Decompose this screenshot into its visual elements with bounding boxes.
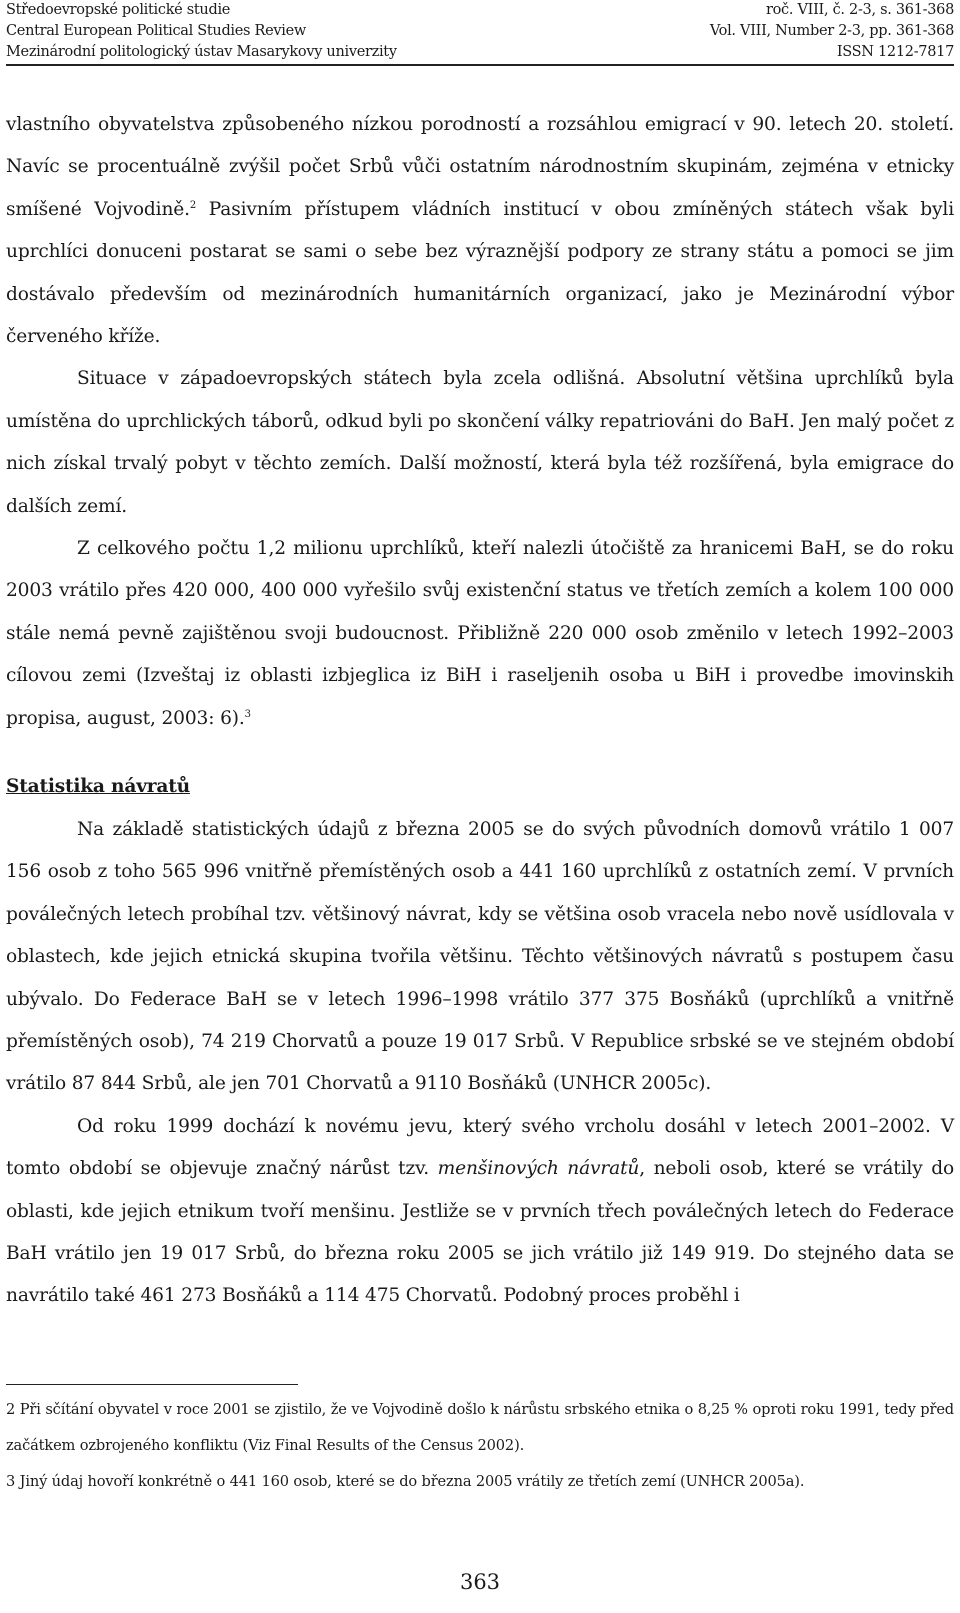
- page-number: 363: [459, 1570, 501, 1594]
- paragraph-1: vlastního obyvatelstva způsobeného nízkou porodností a rozsáhlou emigrací v 90. letech 20. století. Navíc se procentuálně zvýšil počet Srbů vůči ostatním národnostním skupinám, zejména v etnicky smíšené Vojvodině.$^2$ Pasivním přístupem vládních institucí v obou zmíněných státech však byli uprchlíci donuceni postarat se sami o sebe bez výraznější podpory ze strany státu a pomoci se jim dostávalo především od mezinárodních humanitárních organizací, jako je Mezinárodní výbor červeného kříže.: [6, 114, 954, 348]
- footnotes: [6, 1392, 954, 1500]
- footnote-separator: [6, 1384, 298, 1385]
- header-rule: [6, 64, 954, 66]
- paragraph-2: Situace v západoevropských státech byla zcela odlišná. Absolutní většina uprchlíků byla umístěna do uprchlických táborů, odkud byli po skončení války repatriováni do BaH. Jen malý počet z nich získal trvalý pobyt v těchto zemích. Další možností, která byla též rozšířená, byla emigrace do dalších zemí.: [6, 368, 954, 517]
- emphasis-term: menšinových návratů: [437, 1158, 640, 1180]
- footnote-ref-3[interactable]: 3: [244, 708, 251, 720]
- volume-czech: roč. VIII, č. 2-3, s. 361-368: [766, 2, 954, 18]
- section-heading: Statistika návratů: [6, 776, 190, 797]
- main-text-block-2: [6, 809, 954, 1318]
- main-text-block-1: [6, 104, 954, 740]
- journal-info-left: [6, 0, 397, 63]
- issn: ISSN 1212-7817: [836, 44, 954, 60]
- volume-english: Vol. VIII, Number 2-3, pp. 361-368: [709, 23, 954, 39]
- footnote-3: 3 Jiný údaj hovoří konkrétně o 441 160 osob, které se do března 2005 vrátily ze třetích zemí (UNHCR 2005a).: [6, 1473, 805, 1490]
- paragraph-3: Z celkového počtu 1,2 milionu uprchlíků, kteří nalezli útočiště za hranicemi BaH, se do roku 2003 vrátilo přes 420 000, 400 000 vyřešilo svůj existenční status ve třetích zemích a kolem 100 000 stále nemá pevně zajištěnou svoji budoucnost. Přibližně 220 000 osob změnilo v letech 1992–2003 cílovou zemi (Izveštaj iz oblasti izbjeglica iz BiH i raseljenih osoba u BiH i provedbe imovinskih propisa, august, 2003: 6).$^3$: [6, 538, 954, 729]
- journal-name-english: Central European Political Studies Review: [6, 23, 307, 39]
- footnote-2: 2 Při sčítání obyvatel v roce 2001 se zjistilo, že ve Vojvodině došlo k nárůstu srbského etnika o 8,25 % oproti roku 1991, tedy před začátkem ozbrojeného konfliktu (Viz Final Results of the Census 2002).: [6, 1401, 954, 1454]
- running-header: [6, 0, 954, 66]
- footnote-ref-2[interactable]: 2: [189, 199, 197, 211]
- journal-name-czech: Středoevropské politické studie: [6, 2, 231, 18]
- publisher: Mezinárodní politologický ústav Masarykovy univerzity: [6, 44, 397, 60]
- journal-info-right: [710, 0, 954, 63]
- paragraph-5: Od roku 1999 dochází k novému jevu, který svého vrcholu dosáhl v letech 2001–2002. V tomto období se objevuje značný nárůst tzv. menšinových návratů, neboli osob, které se vrátily do oblasti, kde jejich etnikum tvoří menšinu. Jestliže se v prvních třech poválečných letech do Federace BaH vrátilo jen 19 017 Srbů, do března roku 2005 se jich vrátilo již 149 919. Do stejného data se navrátilo také 461 273 Bosňáků a 114 475 Chorvatů. Podobný proces proběhl i: [6, 1115, 954, 1307]
- paragraph-4: Na základě statistických údajů z března 2005 se do svých původních domovů vrátilo 1 007 156 osob z toho 565 996 vnitřně přemístěných osob a 441 160 uprchlíků z ostatních zemí. V prvních poválečných letech probíhal tzv. většinový návrat, kdy se většina osob vracela nebo nově usídlovala v oblastech, kde jejich etnická skupina tvořila většinu. Těchto většinových návratů s postupem času ubývalo. Do Federace BaH se v letech 1996–1998 vrátilo 377 375 Bosňáků (uprchlíků a vnitřně přemístěných osob), 74 219 Chorvatů a pouze 19 017 Srbů. V Republice srbské se ve stejném období vrátilo 87 844 Srbů, ale jen 701 Chorvatů a 9110 Bosňáků (UNHCR 2005c).: [6, 819, 954, 1095]
